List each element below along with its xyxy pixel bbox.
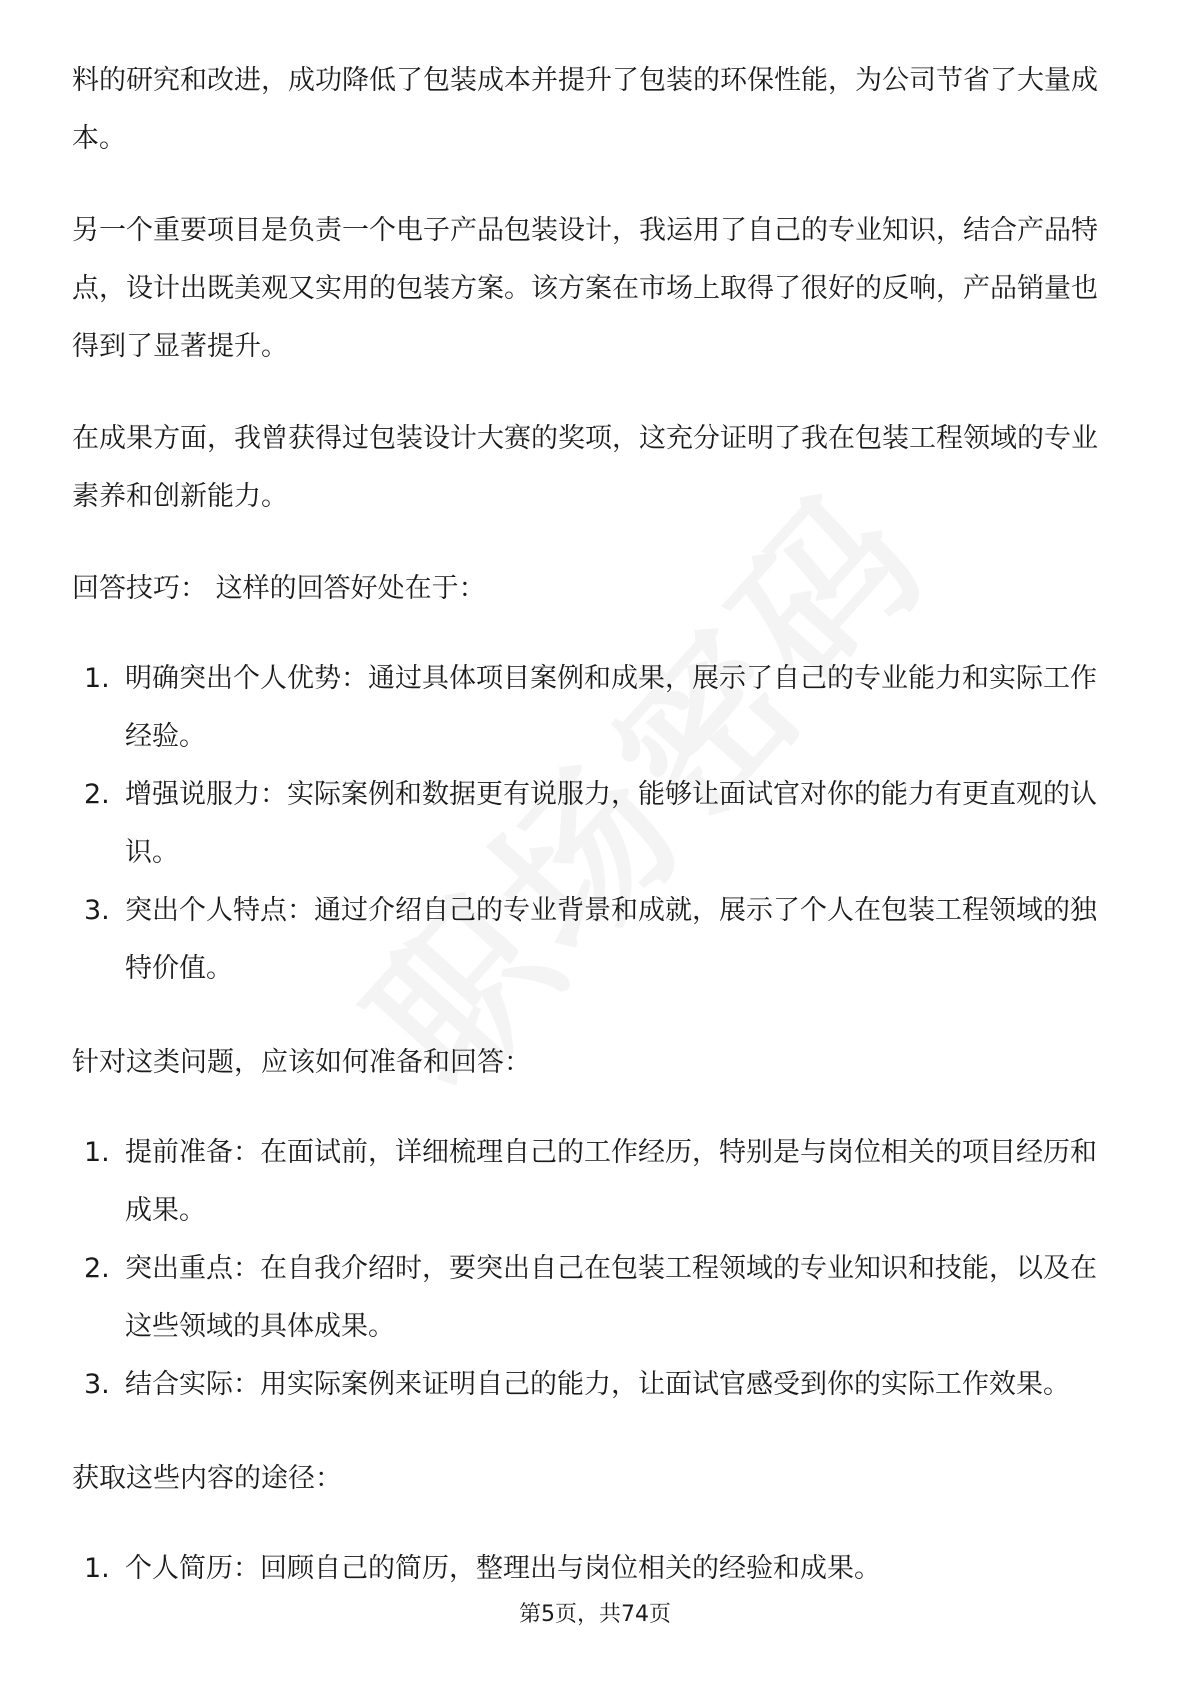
list-item-text: 结合实际：用实际案例来证明自己的能力，让面试官感受到你的实际工作效果。 (125, 1369, 1070, 1400)
list-item-text: 突出重点：在自我介绍时，要突出自己在包装工程领域的专业知识和技能，以及在这些领域的具体成果。 (125, 1253, 1097, 1342)
paragraph-cost-reduction: 料的研究和改进，成功降低了包装成本并提升了包装的环保性能，为公司节省了大量成本。 (72, 65, 1098, 154)
prep-list (72, 1124, 1122, 1414)
list-item (72, 1240, 1122, 1356)
list-item (72, 766, 1122, 882)
list-number: 2. (84, 779, 110, 810)
paragraph-achievements: 在成果方面，我曾获得过包装设计大赛的奖项，这充分证明了我在包装工程领域的专业素养和创新能力。 (72, 423, 1098, 512)
source-list (72, 1540, 1122, 1598)
prep-heading: 针对这类问题，应该如何准备和回答： (72, 1047, 531, 1078)
list-item (72, 1540, 1122, 1598)
list-item-text: 个人简历：回顾自己的简历，整理出与岗位相关的经验和成果。 (125, 1553, 881, 1584)
tips-list (72, 650, 1122, 998)
list-item-text: 明确突出个人优势：通过具体项目案例和成果，展示了自己的专业能力和实际工作经验。 (125, 663, 1097, 752)
list-number: 3. (84, 895, 110, 926)
source-heading: 获取这些内容的途径： (72, 1463, 342, 1494)
page-number: 第5页，共74页 (519, 1602, 671, 1627)
document-body (72, 52, 1122, 1634)
tips-heading: 回答技巧： 这样的回答好处在于： (72, 573, 486, 604)
list-number: 1. (84, 1137, 110, 1168)
list-number: 1. (84, 1553, 110, 1584)
list-item-text: 增强说服力：实际案例和数据更有说服力，能够让面试官对你的能力有更直观的认识。 (125, 779, 1097, 868)
list-item (72, 1124, 1122, 1240)
list-item (72, 650, 1122, 766)
list-number: 3. (84, 1369, 110, 1400)
list-item (72, 882, 1122, 998)
list-number: 2. (84, 1253, 110, 1284)
list-number: 1. (84, 663, 110, 694)
list-item-text: 提前准备：在面试前，详细梳理自己的工作经历，特别是与岗位相关的项目经历和成果。 (125, 1137, 1097, 1226)
paragraph-electronics-packaging: 另一个重要项目是负责一个电子产品包装设计，我运用了自己的专业知识，结合产品特点，设计出既美观又实用的包装方案。该方案在市场上取得了很好的反响，产品销量也得到了显著提升。 (72, 215, 1098, 362)
list-item (72, 1356, 1122, 1414)
list-item-text: 突出个人特点：通过介绍自己的专业背景和成就，展示了个人在包装工程领域的独特价值。 (125, 895, 1097, 984)
